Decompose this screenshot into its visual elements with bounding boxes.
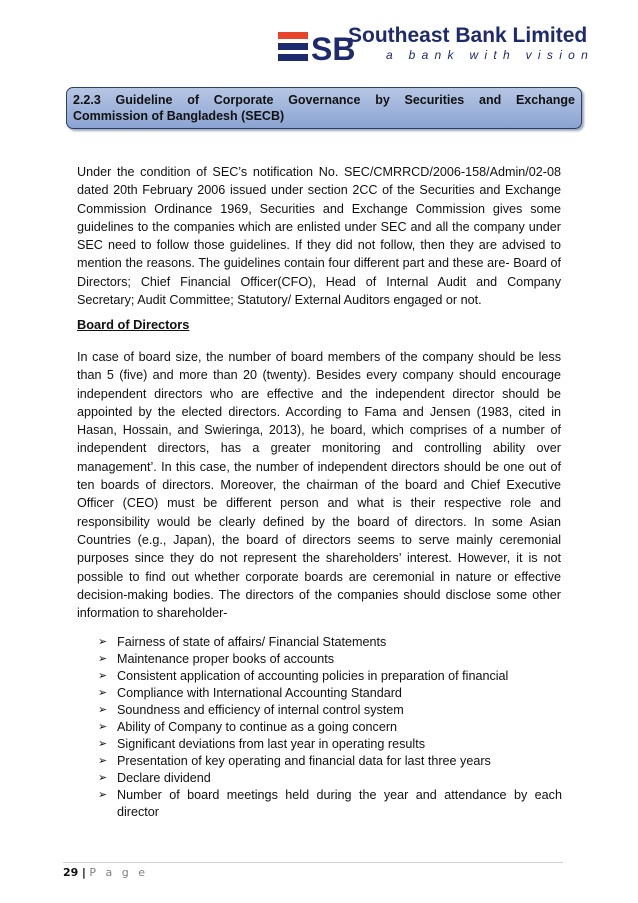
page-footer xyxy=(63,866,148,879)
arrow-bullet-icon: ➢ xyxy=(98,653,108,665)
section-title-line1: 2.2.3 Guideline of Corporate Governance by Securities and Exchange xyxy=(73,93,575,107)
list-item: ➢ Consistent application of accounting policies in preparation of financial xyxy=(98,669,509,683)
list-item: ➢ Significant deviations from last year in operating results xyxy=(98,737,425,751)
disclosure-list xyxy=(98,634,562,821)
brand-mark-text: SB xyxy=(311,31,356,67)
list-item: ➢ Declare dividend xyxy=(98,771,211,785)
arrow-bullet-icon: ➢ xyxy=(98,789,108,801)
list-item: ➢ Maintenance proper books of accounts xyxy=(98,652,335,666)
bank-tagline: a bank with vision xyxy=(386,48,595,62)
arrow-bullet-icon: ➢ xyxy=(98,738,108,750)
list-item: ➢ Fairness of state of affairs/ Financial Statements xyxy=(98,635,387,649)
arrow-bullet-icon: ➢ xyxy=(98,721,108,733)
arrow-bullet-icon: ➢ xyxy=(98,704,108,716)
arrow-bullet-icon: ➢ xyxy=(98,772,108,784)
bank-logo xyxy=(278,22,638,70)
page-number: 29 xyxy=(63,866,79,879)
section-title-box xyxy=(66,87,582,129)
list-item: ➢ Presentation of key operating and financial data for last three years xyxy=(98,754,491,768)
intro-paragraph: Under the condition of SEC’s notification No. SEC/CMRRCD/2006-158/Admin/02-08 dated 20th February 2006 issued under section 2CC of the Securities and Exchange Commission Ordinance 1969, Securities and Exchange Commission gives some guidelines to the companies which are enlisted under SEC and all the company under SEC need to follow those guidelines. If they did not follow, then they are advised to mention the reasons. The guidelines contain four different part and these are- Board of Directors; Chief Financial Officer(CFO), Head of Internal Audit and Company Secretary; Audit Committee; Statutory/ External Auditors engaged or not. xyxy=(77,165,561,308)
list-item: ➢ Number of board meetings held during the year and attendance by each director xyxy=(98,788,562,819)
arrow-bullet-icon: ➢ xyxy=(98,636,108,648)
arrow-bullet-icon: ➢ xyxy=(98,755,108,767)
section-title-line2: Commission of Bangladesh (SECB) xyxy=(73,109,285,123)
board-paragraph: In case of board size, the number of board members of the company should be less than 5 (five) and more than 20 (twenty). Besides every company should encourage independent directors who are effective and the independent director should be appointed by the elected directors. According to Fama and Jensen (1983, cited in Hasan, Hossain, and Swieringa, 2013), he board, which comprises of a number of independent directors, has a greater monitoring and controlling ability over management’. In this case, the number of independent directors should be one out of ten boards of directors. Moreover, the chairman of the board and Chief Executive Officer (CEO) must be different person and what is their respective role and responsibility would be clearly defined by the board of directors. In some Asian Countries (e.g., Japan), the board of directors seems to serve mainly ceremonial purposes since they do not represent the shareholders’ interest. However, it is not possible to find out whether corporate boards are ceremonial in nature or effective decision-making bodies. The directors of the companies should disclose some other information to shareholder- xyxy=(77,350,561,621)
footer-divider xyxy=(63,862,563,863)
board-of-directors-heading: Board of Directors xyxy=(77,317,190,332)
page-label: P a g e xyxy=(89,866,148,879)
bank-name: Southeast Bank Limited xyxy=(348,24,588,47)
list-item: ➢ Ability of Company to continue as a going concern xyxy=(98,720,398,734)
footer-separator: | xyxy=(81,866,86,879)
arrow-bullet-icon: ➢ xyxy=(98,670,108,682)
bank-logo-mark xyxy=(278,26,356,67)
arrow-bullet-icon: ➢ xyxy=(98,687,108,699)
list-item: ➢ Soundness and efficiency of internal control system xyxy=(98,703,404,717)
list-item: ➢ Compliance with International Accounting Standard xyxy=(98,686,402,700)
